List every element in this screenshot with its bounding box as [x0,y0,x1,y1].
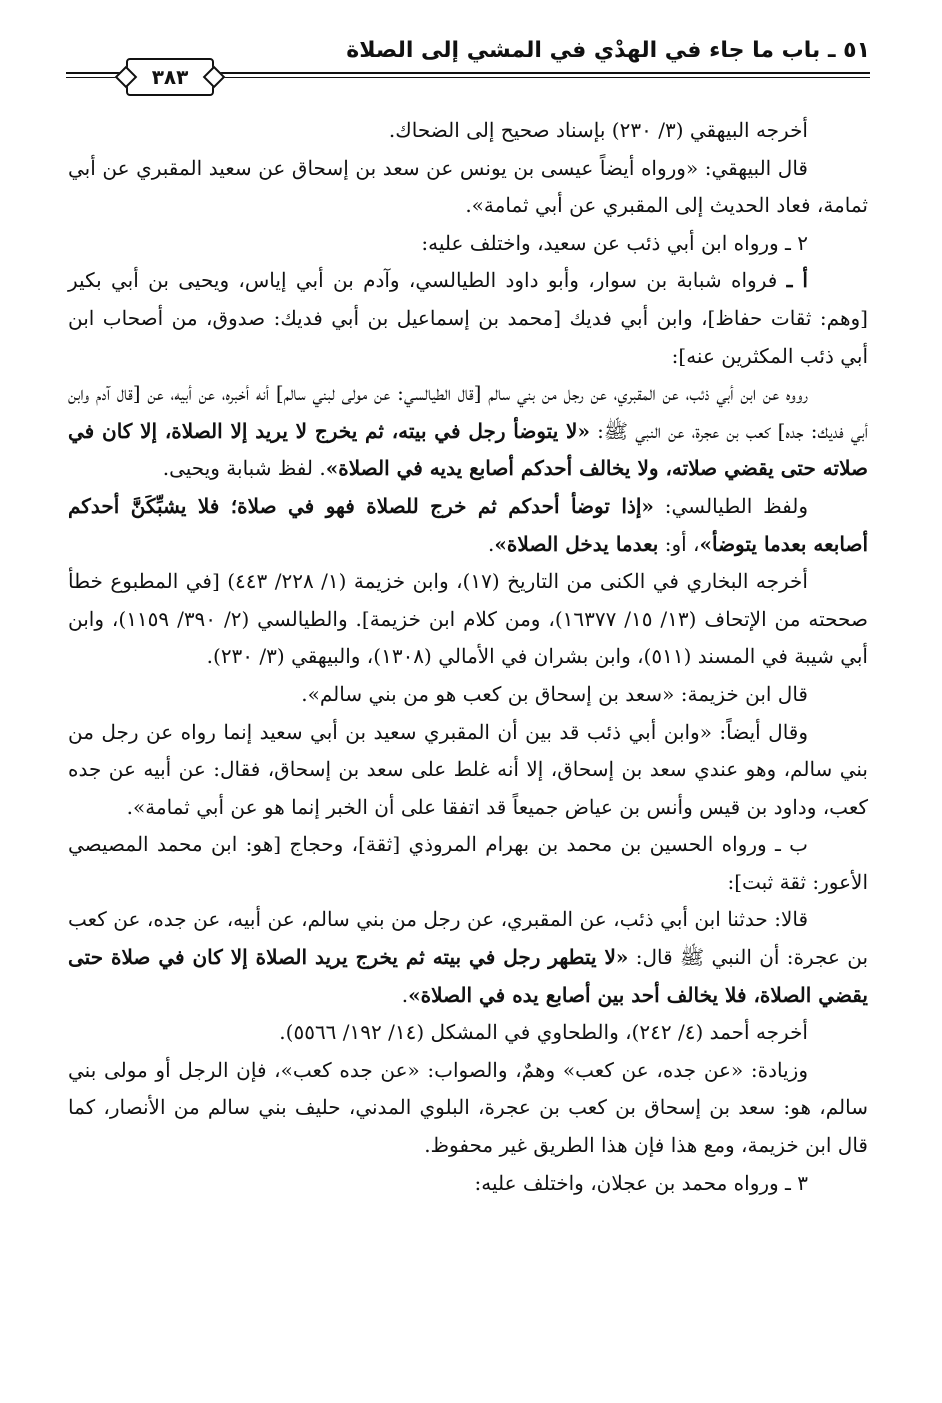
paragraph [68,150,868,225]
text-run: ب ـ ورواه الحسين بن محمد بن بهرام المروذي [ثقة]، وحجاج [هو: ابن محمد المصيصي الأعور: ثقة ثبت]: [68,832,868,894]
text-run: . [488,531,495,556]
text-run: أخرجه أحمد (٤/ ٢٤٢)، والطحاوي في المشكل (١٤/ ١٩٢/ ٥٥٦٦). [279,1020,808,1045]
text-run: ٣ ـ ورواه محمد بن عجلان، واختلف عليه: [474,1170,808,1195]
paragraph [68,826,868,901]
paragraph [68,563,868,676]
paragraph [68,1014,868,1052]
text-run: قال ابن خزيمة: «سعد بن إسحاق بن كعب هو من بني سالم». [301,681,808,706]
paragraph [68,225,868,263]
bold-text-run: «إذا توضأ أحدكم ثم خرج للصلاة فهو في صلاة؛ فلا يشبِّكَنَّ أحدكم أصابعه بعدما يتوضأ» [68,493,868,556]
paragraph [68,112,868,150]
paragraph [68,676,868,714]
paragraph [68,901,868,1014]
running-title: ٥١ ـ باب ما جاء في الهدْي في المشي إلى الصلاة [346,38,870,63]
paragraph [68,1165,868,1203]
bold-text-run: «لا يتوضأ رجل في بيته، ثم يخرج لا يريد إلا الصلاة، إلا كان في صلاته حتى يقضي صلاته، ولا يخالف أحدكم أصابع يديه في الصلاة» [68,418,868,481]
text-run: قال البيهقي: «ورواه أيضاً عيسى بن يونس عن سعد بن إسحاق عن سعيد المقبري عن أبي ثمامة، فعاد الحديث إلى المقبري عن أبي ثمامة». [68,155,868,218]
page-header [66,36,870,89]
text-run: ٢ ـ ورواه ابن أبي ذئب عن سعيد، واختلف عليه: [421,230,808,255]
text-run: وزيادة: «عن جده، عن كعب» وهمٌ، والصواب: «عن جده كعب»، فإن الرجل أو مولى بني سالم، هو: سعد بن إسحاق بن كعب بن عجرة، البلوي المدني، حليف بني سالم من الأنصار، كما قال ابن خزيمة، ومع هذا فإن هذا الطريق غير محفوظ. [68,1057,868,1158]
paragraph [68,262,868,375]
paragraph [68,1052,868,1165]
text-run: . لفظ شبابة ويحيى. [162,456,326,481]
paragraph [68,375,868,488]
text-run: فرواه شبابة بن سوار، وأبو داود الطيالسي، وآدم بن أبي إياس، ويحيى بن أبي بكير [وهم: ثقات حفاظ]، وابن أبي فديك [محمد بن إسماعيل بن أبي فديك: صدوق، من أصحاب ابن أبي ذئب المكثرين عنه]: [68,268,868,368]
text-run: أخرجه البخاري في الكنى من التاريخ (١٧)، وابن خزيمة (١/ ٢٢٨/ ٤٤٣) [في المطبوع خطأ صححته من الإتحاف (١٣/ ١٥/ ١٦٣٧٧)، ومن كلام ابن خزيمة]. والطيالسي (٢/ ٣٩٠/ ١١٥٩)، وابن أبي شيبة في المسند (٥١١)، وابن بشران في الأمالي (١٣٠٨)، والبيهقي (٣/ ٢٣٠). [68,569,868,669]
bold-text-run: أ ـ [786,268,808,293]
bold-text-run: بعدما يدخل الصلاة» [494,531,659,556]
text-run: رووه عن ابن أبي ذئب، عن المقبري، عن رجل من بني سالم [قال الطيالسي: عن مولى لبني سالم] أنه أخبره، عن أبيه، عن [قال آدم وابن أبي فديك: جده] كعب بن عجرة، عن النبي ﷺ: [68,381,869,443]
text-run: . [401,982,409,1007]
text-run: قالا: حدثنا ابن أبي ذئب، عن المقبري، عن رجل من بني سالم، عن أبيه، عن جده، عن كعب بن عجرة: أن النبي ﷺ قال: [68,907,869,970]
paragraph [68,714,868,827]
text-run: وقال أيضاً: «وابن أبي ذئب قد بين أن المقبري سعيد بن أبي سعيد إنما رواه عن رجل من بني سالم، وهو عندي سعد بن إسحاق، إلا أنه غلط على سعد بن إسحاق، فقال: عن أبيه عن جده كعب، وداود بن قيس وأنس بن عياض جميعاً قد اتفقا على أن الخبر إنما هو عن أبي ثمامة». [68,719,868,819]
text-run: ، أو: [658,531,700,556]
text-run: ولفظ الطيالسي: [653,493,808,518]
bold-text-run: «لا يتطهر رجل في بيته ثم يخرج يريد الصلاة إلا كان في صلاة حتى يقضي الصلاة، فلا يخالف أحد بين أصابع يده في الصلاة» [68,945,868,1007]
paragraph [68,488,868,563]
body-text [68,112,868,1202]
text-run: أخرجه البيهقي (٣/ ٢٣٠) بإسناد صحيح إلى الضحاك. [388,118,808,142]
page-number: ٣٨٣ [126,58,214,96]
